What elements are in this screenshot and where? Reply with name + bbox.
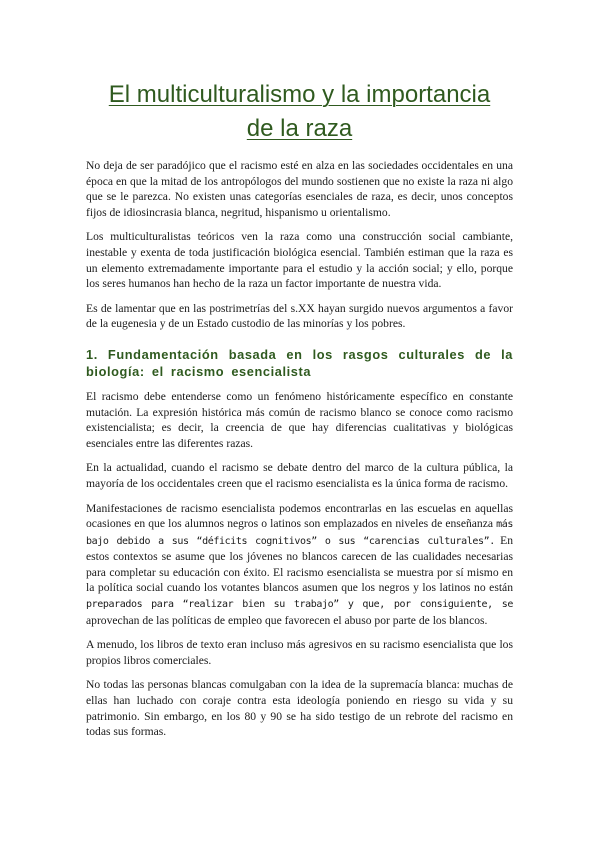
document-title: [86, 0, 513, 146]
section-1-paragraph-2: En la actualidad, cuando el racismo se debate dentro del marco de la cultura pública, la mayoría de los occidentales creen que el racismo esencialista es la única forma de racismo.: [86, 461, 513, 490]
section-1-paragraph-4: A menudo, los libros de texto eran incluso más agresivos en su racismo esencialista que los propios libros comerciales.: [86, 638, 513, 667]
section-1-paragraph-1: El racismo debe entenderse como un fenómeno históricamente específico en constante mutación. La expresión histórica más común de racismo blanco se conoce como racismo existencialista; es decir, la creencia de que hay diferencias cualitativas y biológicas esenciales entre las diferentes razas.: [86, 389, 513, 450]
intro-paragraph-2: Los multiculturalistas teóricos ven la raza como una construcción social cambiante, inestable y exenta de toda justificación biológica esencial. También estiman que la raza es un elemento extremadamente importante para el estudio y la acción social; y ello, porque los seres humanos han hecho de la raza un factor importante de nuestra vida.: [86, 230, 513, 291]
paragraph-3-part-a: Manifestaciones de racismo esencialista podemos encontrarlas en las escuelas en aquellas ocasiones en que los alumnos negros o latinos son emplazados en niveles de enseñanza: [86, 501, 513, 531]
paragraph-3-part-b: más bajo debido a sus “déficits cognitivos” o sus “carencias culturales”.: [86, 519, 513, 547]
intro-paragraph-1: No deja de ser paradójico que el racismo esté en alza en las sociedades occidentales en una época en que la mitad de los antropólogos del mundo sostienen que no existe la raza ni algo que se le parezca. No existen unas categorías esenciales de raza, es decir, unos conceptos fijos de idiosincrasia blanca, negritud, hispanismo u orientalismo.: [86, 159, 513, 219]
title-line-2: de la raza: [246, 115, 353, 142]
intro-paragraph-3: Es de lamentar que en las postrimetrías del s.XX hayan surgido nuevos argumentos a favor de la eugenesia y de un Estado custodio de las minorías y los pobres.: [86, 301, 513, 331]
paragraph-3-part-d: preparados para “realizar bien su trabajo” y que, por consiguiente, se: [86, 599, 513, 611]
section-1-paragraph-5: No todas las personas blancas comulgaban con la idea de la supremacía blanca: muchas de ellas han luchado con coraje contra esta ideología poniendo en riesgo su vida y su patrimonio. Sin embargo, en los 80 y 90 se ha sido testigo de un rebrote del racismo en todas sus formas.: [86, 678, 513, 739]
section-1-paragraph-3: [86, 501, 513, 629]
section-1-heading: 1. Fundamentación basada en los rasgos culturales de la biología: el racismo esencialista: [86, 346, 513, 379]
paragraph-3-part-c: En estos contextos se asume que los jóvenes no blancos carecen de las cualidades necesarias para completar su educación con éxito. El racismo esencialista se muestra por sí mismo en la política social cuando los votantes blancos asumen que los negros y los latinos no están: [86, 533, 513, 595]
title-line-1: El multiculturalismo y la importancia: [108, 81, 491, 108]
document-body: [86, 158, 513, 740]
paragraph-3-part-e: aprovechan de las políticas de empleo que favorecen el abuso por parte de los blancos.: [86, 613, 488, 627]
